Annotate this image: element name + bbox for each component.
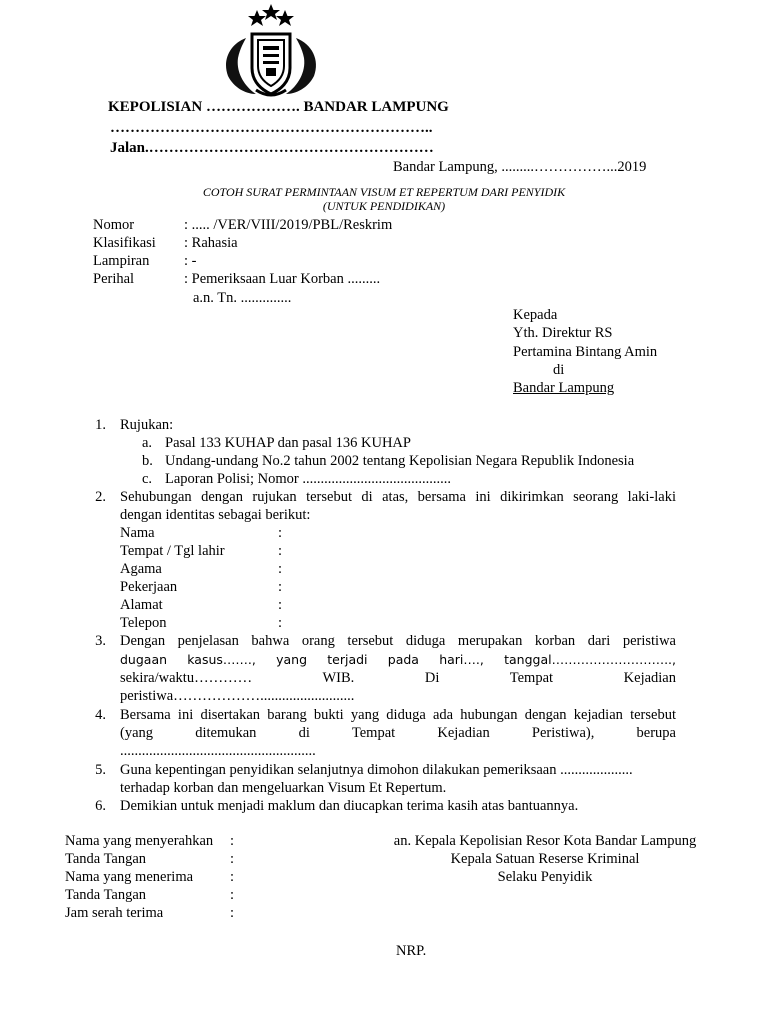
item-number: 4. bbox=[95, 707, 106, 723]
item-text: Guna kepentingan penyidikan selanjutnya dimohon dilakukan pemeriksaan .................... bbox=[120, 762, 633, 778]
identity-colon: : bbox=[278, 543, 283, 559]
nrp-label: NRP. bbox=[396, 943, 427, 959]
item-text: dugaan kasus……., yang terjadi pada hari…., tanggal……………………….., bbox=[120, 652, 676, 667]
identity-label: Telepon bbox=[120, 615, 167, 631]
identity-label: Alamat bbox=[120, 597, 163, 613]
sub-item-text: Laporan Polisi; Nomor ......................................... bbox=[165, 471, 451, 487]
meta-label: Klasifikasi bbox=[93, 235, 156, 251]
sub-item-text: Undang-undang No.2 tahun 2002 tentang Kepolisian Negara Republik Indonesia bbox=[165, 453, 635, 469]
handover-colon: : bbox=[230, 833, 235, 849]
identity-colon: : bbox=[278, 525, 283, 541]
sub-item-text: Pasal 133 KUHAP dan pasal 136 KUHAP bbox=[165, 435, 411, 451]
recipient-city: Bandar Lampung bbox=[513, 380, 615, 396]
identity-colon: : bbox=[278, 561, 283, 577]
identity-label: Agama bbox=[120, 561, 162, 577]
address-dotted-line: ……………………………………………………….. bbox=[110, 120, 433, 136]
meta-label: Lampiran bbox=[93, 253, 150, 269]
handover-colon: : bbox=[230, 905, 235, 921]
meta-label: Nomor bbox=[93, 217, 135, 233]
handover-colon: : bbox=[230, 851, 235, 867]
item-text: Demikian untuk menjadi maklum dan diucapkan terima kasih atas bantuannya. bbox=[120, 798, 579, 814]
handover-label: Jam serah terima bbox=[65, 905, 164, 921]
meta-value: : ..... /VER/VIII/2019/PBL/Reskrim bbox=[184, 217, 393, 233]
identity-label: Tempat / Tgl lahir bbox=[120, 543, 225, 559]
handover-colon: : bbox=[230, 869, 235, 885]
document-title: COTOH SURAT PERMINTAAN VISUM ET REPERTUM DARI PENYIDIK bbox=[202, 185, 566, 199]
handover-label: Tanda Tangan bbox=[65, 851, 147, 867]
handover-label: Nama yang menerima bbox=[65, 869, 194, 885]
recipient-line: Pertamina Bintang Amin bbox=[513, 344, 658, 360]
item-text: dengan identitas sebagai berikut: bbox=[120, 507, 311, 523]
agency-line: KEPOLISIAN ………………. BANDAR LAMPUNG bbox=[108, 99, 449, 115]
item-text: (yang ditemukan di Tempat Kejadian Peristiwa), berupa bbox=[120, 725, 676, 741]
item-text: peristiwa……………….......................... bbox=[120, 688, 355, 704]
date-line: Bandar Lampung, .........……………...2019 bbox=[393, 159, 647, 175]
identity-colon: : bbox=[278, 579, 283, 595]
item-text: Sehubungan dengan rujukan tersebut di atas, bersama ini dikirimkan seorang laki-laki bbox=[120, 489, 676, 505]
police-emblem-icon bbox=[216, 2, 326, 102]
meta-label: Perihal bbox=[93, 271, 135, 287]
signatory-line: Selaku Penyidik bbox=[497, 869, 593, 885]
sub-item-mark: b. bbox=[142, 453, 153, 469]
item-number: 5. bbox=[95, 762, 106, 778]
item-text: Rujukan: bbox=[120, 417, 174, 433]
perihal-continuation: a.n. Tn. .............. bbox=[193, 290, 292, 306]
handover-label: Nama yang menyerahkan bbox=[65, 833, 214, 849]
item-number: 3. bbox=[95, 633, 106, 649]
item-text: ...................................................... bbox=[120, 743, 316, 759]
item-number: 2. bbox=[95, 489, 106, 505]
meta-value: : Rahasia bbox=[184, 235, 238, 251]
item-text: sekira/waktu………… WIB. Di Tempat Kejadian bbox=[120, 670, 676, 686]
recipient-line: Yth. Direktur RS bbox=[513, 325, 613, 341]
signatory-line: Kepala Satuan Reserse Kriminal bbox=[450, 851, 640, 867]
item-text: Bersama ini disertakan barang bukti yang diduga ada hubungan dengan kejadian tersebut bbox=[120, 707, 676, 723]
recipient-line: di bbox=[553, 362, 565, 378]
item-text: Dengan penjelasan bahwa orang tersebut diduga merupakan korban dari peristiwa bbox=[120, 633, 676, 649]
street-line: Jalan.………………………………………………… bbox=[110, 140, 434, 156]
item-number: 1. bbox=[95, 417, 106, 433]
item-number: 6. bbox=[95, 798, 106, 814]
meta-value: : - bbox=[184, 253, 197, 269]
identity-label: Nama bbox=[120, 525, 155, 541]
sub-item-mark: a. bbox=[142, 435, 153, 451]
handover-colon: : bbox=[230, 887, 235, 903]
identity-colon: : bbox=[278, 615, 283, 631]
sub-item-mark: c. bbox=[142, 471, 153, 487]
signatory-line: an. Kepala Kepolisian Resor Kota Bandar Lampung bbox=[393, 833, 697, 849]
recipient-line: Kepada bbox=[513, 307, 558, 323]
meta-value: : Pemeriksaan Luar Korban ......... bbox=[184, 271, 381, 287]
identity-colon: : bbox=[278, 597, 283, 613]
item-text: terhadap korban dan mengeluarkan Visum Et Repertum. bbox=[120, 780, 447, 796]
handover-label: Tanda Tangan bbox=[65, 887, 147, 903]
document-subtitle: (UNTUK PENDIDIKAN) bbox=[322, 199, 446, 213]
identity-label: Pekerjaan bbox=[120, 579, 178, 595]
